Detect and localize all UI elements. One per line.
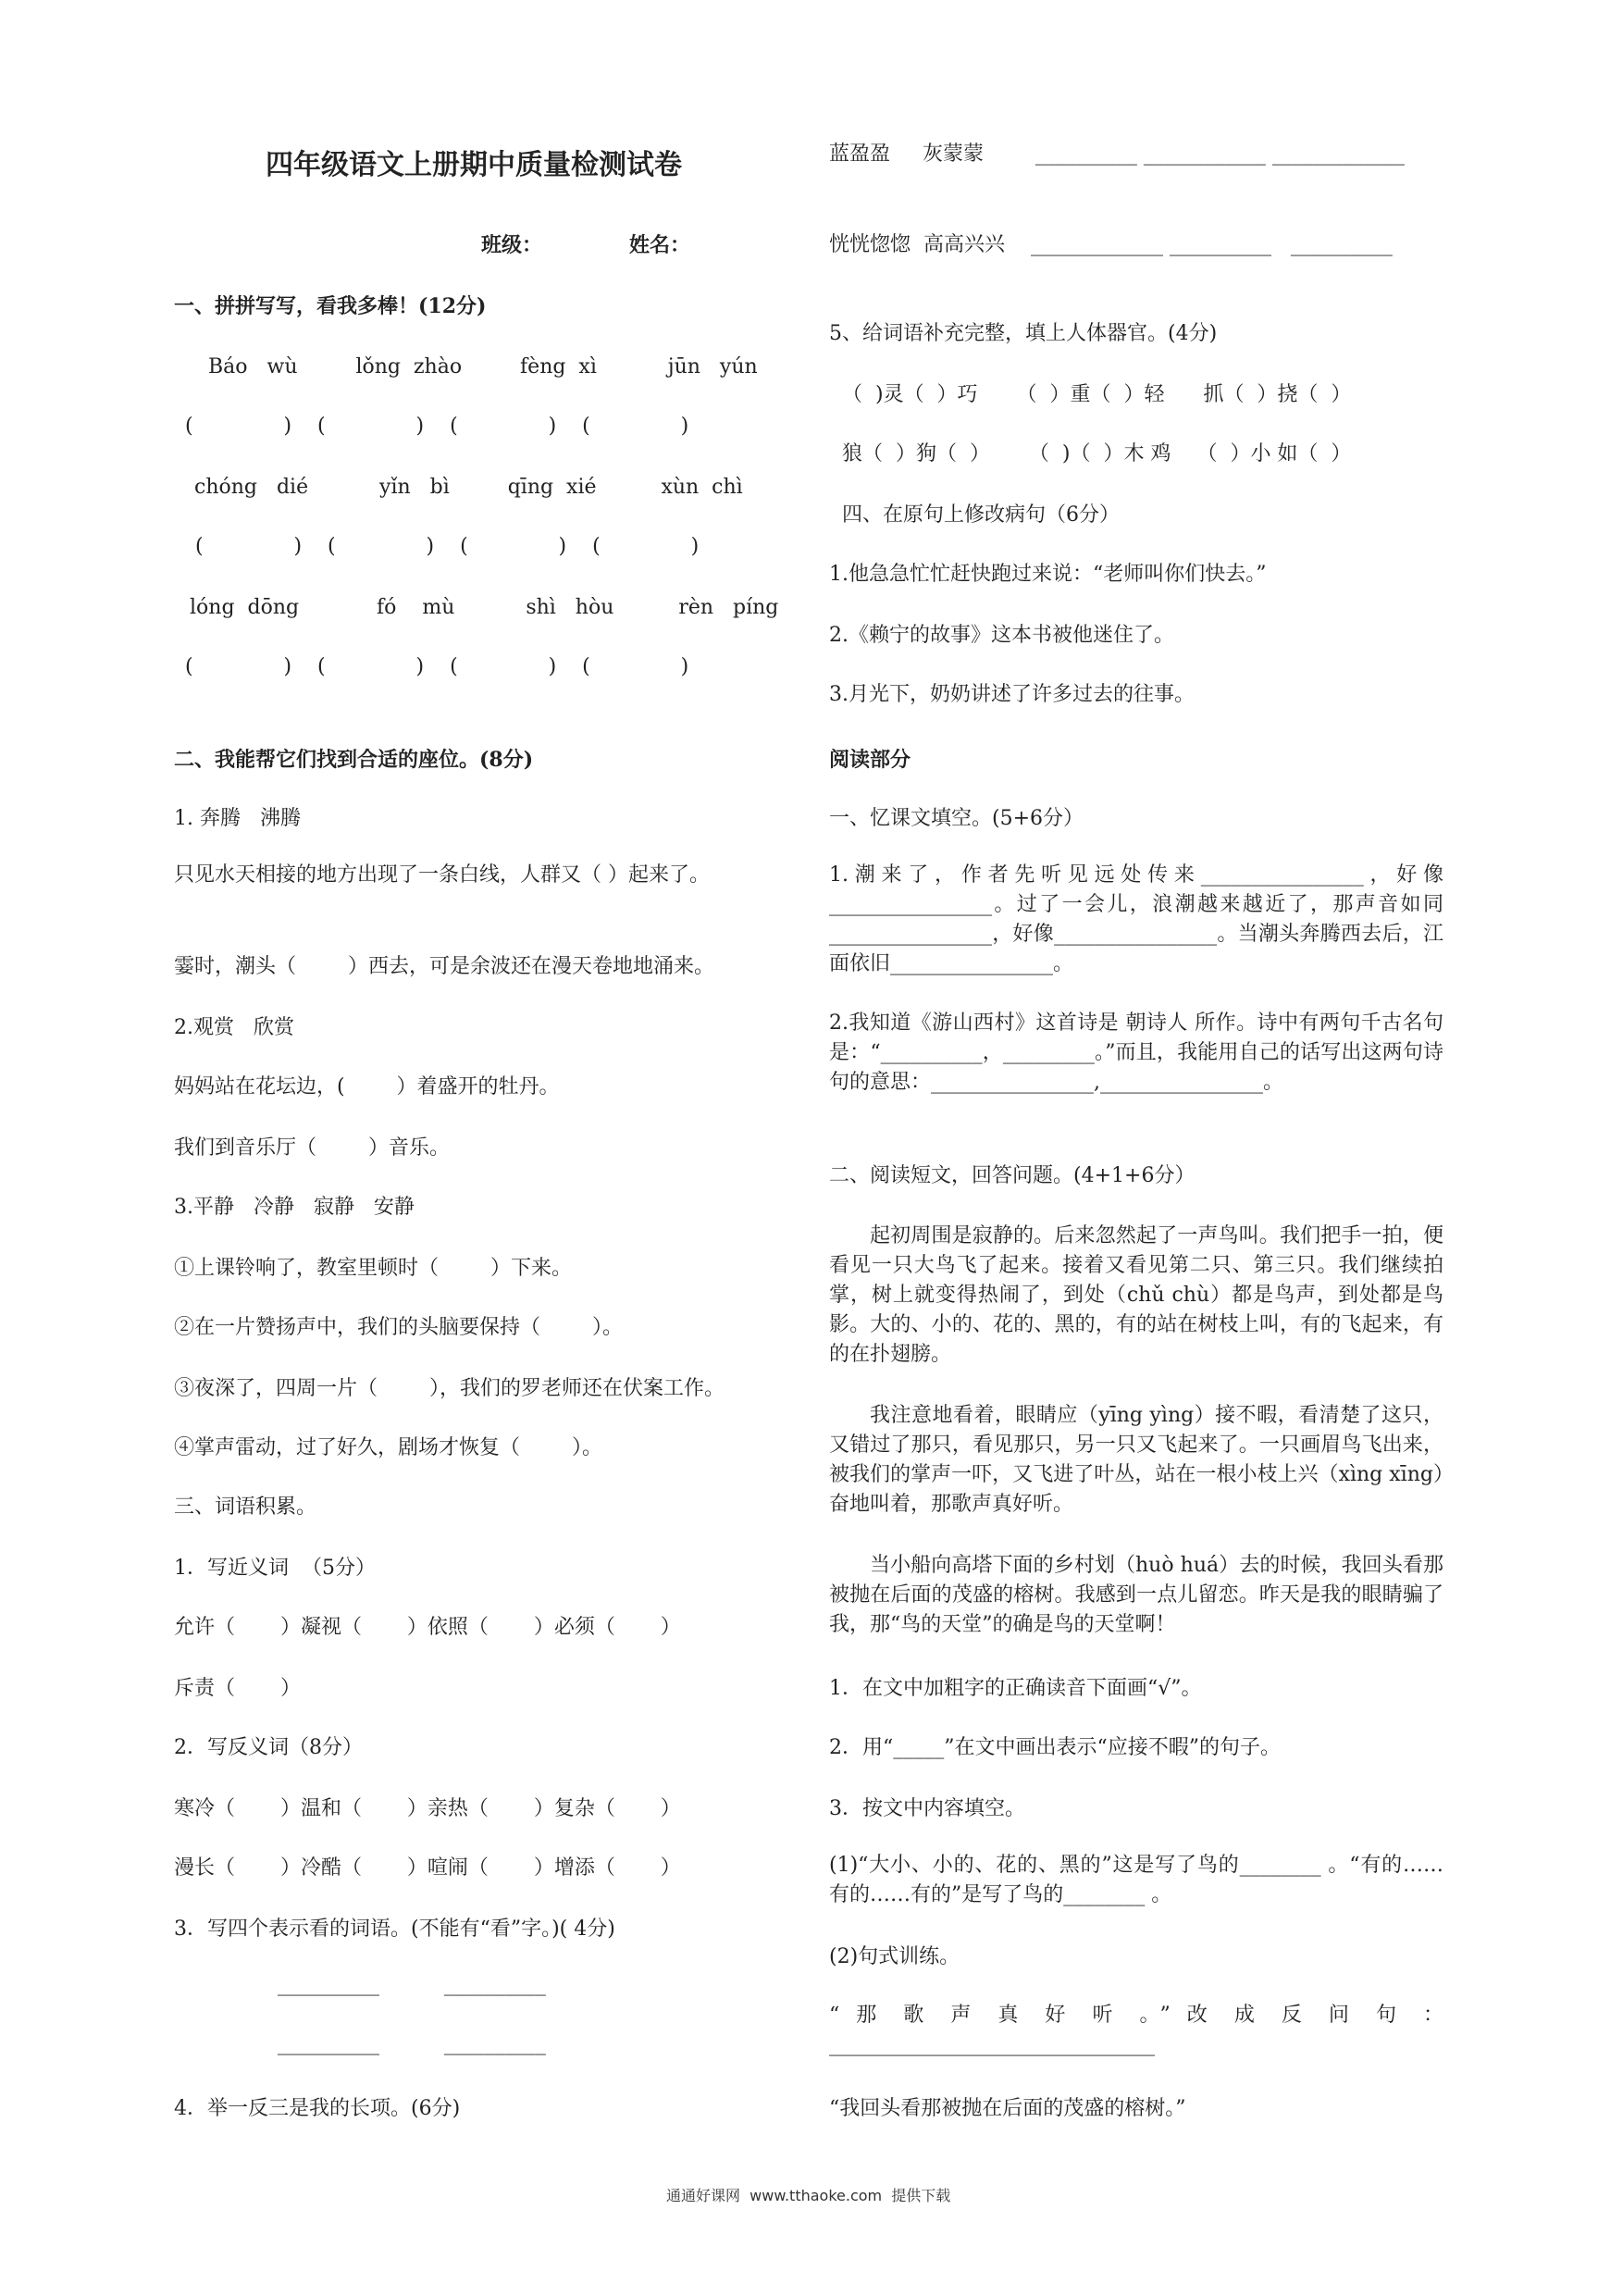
reduplicated-words-row-2: 恍恍惚惚 高高兴兴 _____________ __________ __________ (829, 233, 1393, 256)
q2-sentence-1: 妈妈站在花坛边，( ）着盛开的牡丹。 (174, 1075, 560, 1098)
sick-sentence-3: 3.月光下，奶奶讲述了许多过去的往事。 (829, 683, 1195, 706)
blank-row-3: ( ) ( ) ( ) ( ) (185, 655, 689, 678)
q2-words: 2.观赏 欣赏 (174, 1016, 294, 1039)
rhetorical-question-prompt: “ 那 歌 声 真 好 听 。” 改 成 反 问 句 ：________________________________ (829, 2004, 1443, 2056)
q1-sentence-1: 只见水天相接的地方出现了一条白线，人群又（ ）起来了。 (174, 863, 710, 887)
synonym-row-1: 允许（ ）凝视（ ）依照（ ）必须（ ） (174, 1616, 681, 1639)
name-label: 姓名： (629, 233, 691, 257)
passage-paragraph-2: 我注意地看着，眼睛应（yīng yìng）接不暇，看清楚了这只，又错过了那只，看见那只，另一只又飞起来了。一只画眉鸟飞出来，被我们的掌声一吓，又飞进了叶丛，站在一根小枝上兴（xìng xīng）奋地叫着，那歌声真好听。 (829, 1404, 1443, 1516)
look-words-heading: 3．写四个表示看的词语。(不能有“看”字。)( 4分) (174, 1917, 615, 1941)
reading-question-3-2: (2)句式训练。 (829, 1945, 960, 1968)
reduplicated-words-row-1: 蓝盈盈 灰蒙蒙 __________ ____________ _____________ (829, 143, 1405, 166)
reading-heading: 阅读部分 (829, 748, 911, 772)
synonym-row-2: 斥责（ ） (174, 1677, 301, 1700)
passage-paragraph-1: 起初周围是寂静的。后来忽然起了一声鸟叫。我们把手一拍，便看见一只大鸟飞了起来。接着又看见第二只、第三只。我们继续拍掌，树上就变得热闹了，到处（chǔ chù）都是鸟声，到处都是鸟影。大的、小的、花的、黑的，有的站在树枝上叫，有的飞起来，有的在扑翅膀。 (829, 1224, 1443, 1366)
q3-sentence-2: ②在一片赞扬声中，我们的头脑要保持（ ）。 (174, 1316, 623, 1339)
passage-paragraph-3: 当小船向高塔下面的乡村划（huò huá）去的时候，我回头看那被抛在后面的茂盛的榕树。我感到一点儿留恋。昨天是我的眼睛骗了我，那“鸟的天堂”的确是鸟的天堂啊！ (829, 1554, 1443, 1636)
section-2-heading: 二、我能帮它们找到合适的座位。(8分) (174, 748, 534, 772)
section-4-heading: 四、在原句上修改病句（6分） (842, 503, 1120, 527)
section-3-heading: 三、词语积累。 (174, 1496, 317, 1519)
q1-sentence-2: 霎时，潮头（ ）西去，可是余波还在漫天卷地地涌来。 (174, 955, 714, 978)
q3-sentence-3: ③夜深了，四周一片（ ），我们的罗老师还在伏案工作。 (174, 1377, 725, 1400)
antonym-row-1: 寒冷（ ）温和（ ）亲热（ ）复杂（ ） (174, 1797, 681, 1820)
reading-question-3-1: (1)“大小、小的、花的、黑的”这是写了鸟的________ 。“有的……有的……有的”是写了鸟的________ 。 (829, 1854, 1443, 1906)
look-words-blank-1: __________ __________ (278, 1973, 546, 1996)
sick-sentence-2: 2.《赖宁的故事》这本书被他迷住了。 (829, 624, 1174, 647)
synonym-heading: 1．写近义词 （5分） (174, 1557, 376, 1580)
q5-row-1: （ )灵（ ）巧 （ ）重（ ）轻 抓（ ）挠（ ） (842, 383, 1352, 406)
reading-question-3: 3．按文中内容填空。 (829, 1797, 1025, 1820)
reading-question-1: 1．在文中加粗字的正确读音下面画“√”。 (829, 1677, 1202, 1700)
q2-sentence-2: 我们到音乐厅（ ）音乐。 (174, 1136, 450, 1160)
reading-question-2: 2．用“_____”在文中画出表示“应接不暇”的句子。 (829, 1736, 1281, 1759)
blank-row-1: ( ) ( ) ( ) ( ) (185, 415, 689, 438)
q4-heading: 4．举一反三是我的长项。(6分) (174, 2097, 461, 2120)
section-1-heading: 一、拼拼写写，看我多棒！(12分) (174, 294, 487, 318)
reading-q1: 1.潮来了，作者先听见远处传来________________，好像________________。过了一会儿，浪潮越来越近了，那声音如同________________，好像________________。当潮头奔腾西去后，江面依旧________________。 (829, 863, 1443, 975)
pinyin-row-3: lóng dōng fó mù shì hòu rèn píng (190, 596, 779, 619)
class-label: 班级： (481, 233, 543, 257)
q5-row-2: 狼（ ）狗（ ） （ )（ ）木 鸡 （ ）小 如（ ） (842, 442, 1352, 465)
q5-heading: 5、给词语补充完整，填上人体器官。(4分) (829, 322, 1218, 345)
antonym-heading: 2．写反义词（8分） (174, 1736, 363, 1759)
exam-title: 四年级语文上册期中质量检测试卷 (266, 149, 682, 181)
sick-sentence-1: 1.他急急忙忙赶快跑过来说：“老师叫你们快去。” (829, 563, 1267, 586)
reading-section-2-heading: 二、阅读短文，回答问题。(4+1+6分） (829, 1164, 1196, 1187)
look-words-blank-2: __________ __________ (278, 2032, 546, 2055)
q3-words: 3.平静 冷静 寂静 安静 (174, 1196, 415, 1219)
reading-q2: 2.我知道《游山西村》这首诗是 朝诗人 所作。诗中有两句千古名句是：“__________，_________。”而且，我能用自己的话写出这两句诗句的意思：________________,________________。 (829, 1011, 1443, 1094)
blank-row-2: ( ) ( ) ( ) ( ) (176, 535, 700, 558)
footer-credit: 通通好课网 www.tthaoke.com 提供下载 (666, 2187, 951, 2204)
reading-section-1-heading: 一、忆课文填空。(5+6分） (829, 807, 1084, 830)
antonym-row-2: 漫长（ ）冷酷（ ）喧闹（ ）增添（ ） (174, 1856, 681, 1880)
pinyin-row-2: chóng dié yǐn bì qīng xié xùn chì (194, 476, 743, 499)
q1-words: 1. 奔腾 沸腾 (174, 807, 301, 830)
q3-sentence-1: ①上课铃响了，教室里顿时（ ）下来。 (174, 1257, 572, 1280)
pinyin-row-1: Báo wù lǒng zhào fèng xì jūn yún (208, 355, 758, 379)
q3-sentence-4: ④掌声雷动，过了好久，剧场才恢复（ ）。 (174, 1436, 602, 1459)
reading-question-3-2b: “我回头看那被抛在后面的茂盛的榕树。” (829, 2097, 1186, 2120)
